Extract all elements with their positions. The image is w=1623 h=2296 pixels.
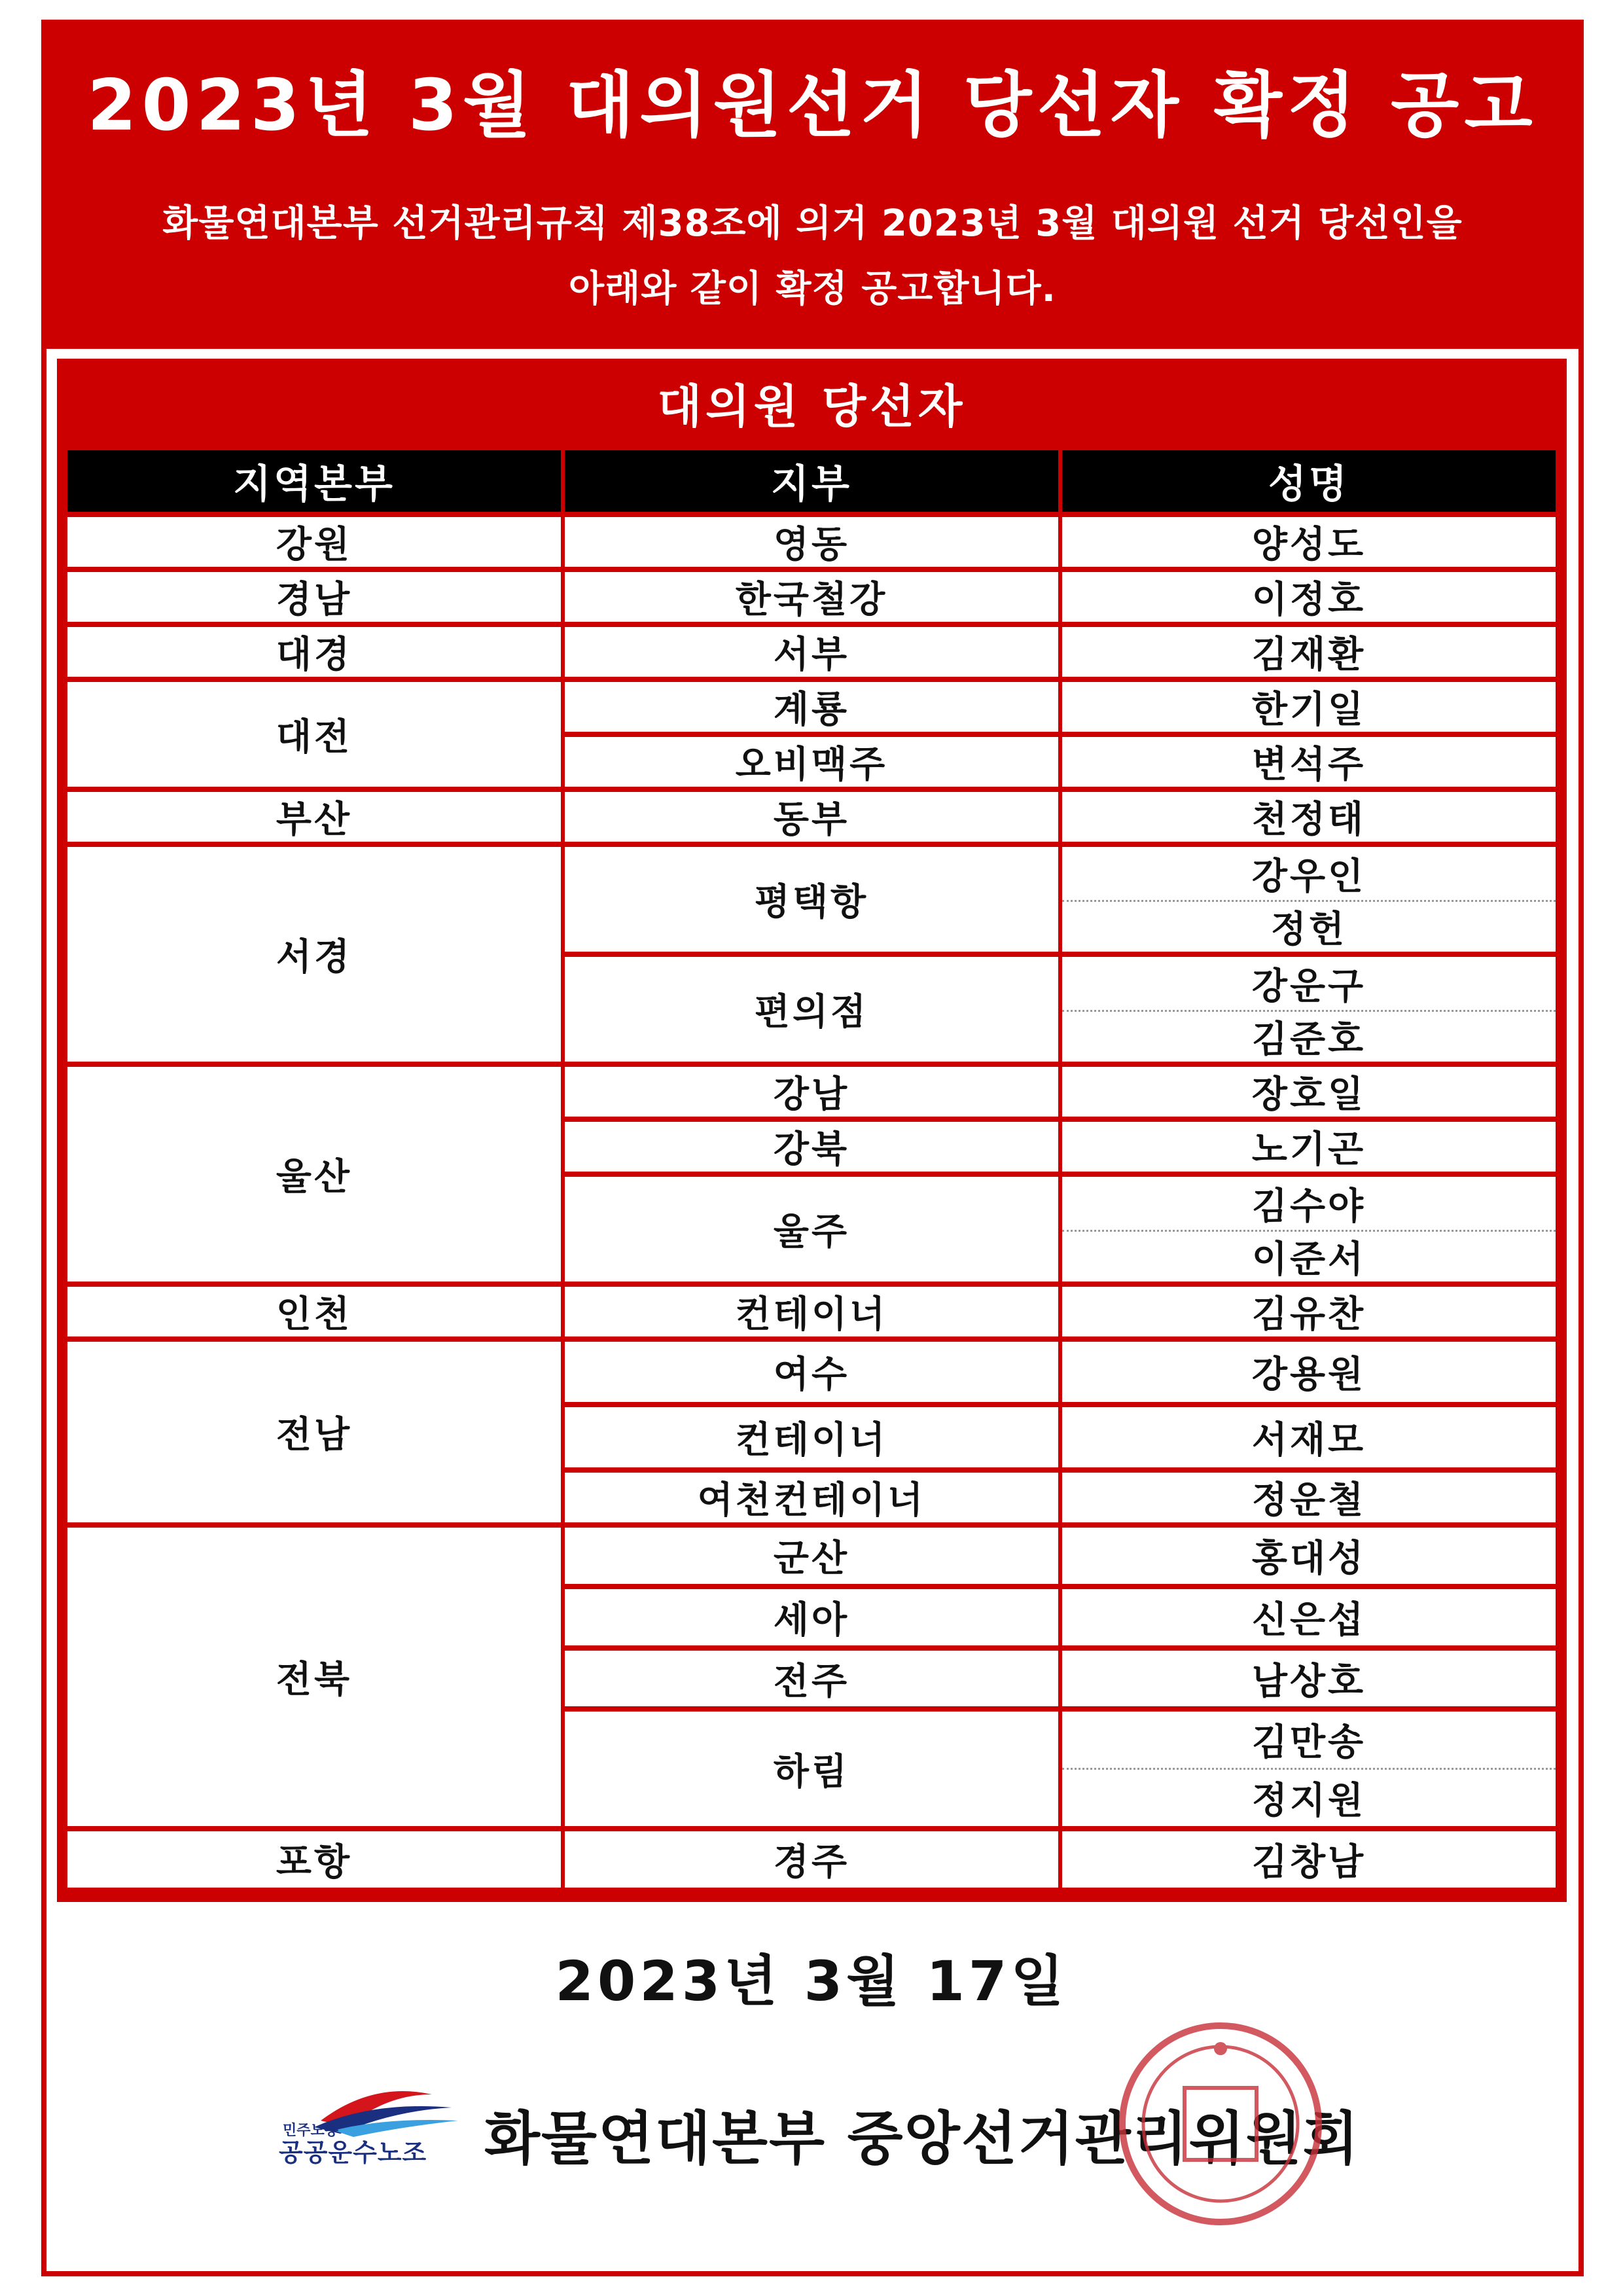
name-cell: 변석주 [1062, 737, 1556, 792]
branch-cell: 동부 [565, 792, 1058, 847]
region-cell: 대전 [67, 682, 561, 792]
intro-line-2: 아래와 같이 확정 공고합니다. [569, 268, 1056, 310]
name-cell: 정지원 [1062, 1770, 1556, 1831]
name-cell: 한기일 [1062, 682, 1556, 737]
branch-cell: 울주 [565, 1177, 1058, 1287]
branch-cell: 여천컨테이너 [565, 1473, 1058, 1528]
column-header-name: 성명 [1062, 450, 1556, 517]
branch-cell: 경주 [565, 1831, 1058, 1893]
branch-cell: 평택항 [565, 847, 1058, 957]
branch-cell: 세아 [565, 1589, 1058, 1651]
organization-name: 화물연대본부 중앙선거관리위원회 [484, 2105, 1360, 2172]
name-cell: 강용원 [1062, 1342, 1556, 1407]
region-cell: 부산 [67, 792, 561, 847]
name-cell: 강운구 [1062, 957, 1556, 1012]
branch-cell: 서부 [565, 627, 1058, 682]
column-header-region: 지역본부 [67, 450, 561, 517]
name-cell: 장호일 [1062, 1067, 1556, 1122]
name-cell: 강우인 [1062, 847, 1556, 902]
region-cell: 포항 [67, 1831, 561, 1893]
branch-cell: 컨테이너 [565, 1407, 1058, 1473]
header-banner [41, 20, 1584, 349]
branch-cell: 계룡 [565, 682, 1058, 737]
region-cell: 울산 [67, 1067, 561, 1287]
region-cell: 대경 [67, 627, 561, 682]
name-cell: 김만송 [1062, 1712, 1556, 1770]
name-cell: 노기곤 [1062, 1122, 1556, 1177]
branch-cell: 군산 [565, 1528, 1058, 1589]
union-logo-text: 공공운수노조 [279, 2138, 427, 2167]
name-cell: 서재모 [1062, 1407, 1556, 1473]
union-logo-small-text: 민주노총 [283, 2123, 339, 2139]
official-seal-icon [1113, 2016, 1329, 2232]
name-cell: 김준호 [1062, 1012, 1556, 1067]
name-cell: 김수야 [1062, 1177, 1556, 1232]
branch-cell: 영동 [565, 517, 1058, 572]
region-cell: 인천 [67, 1287, 561, 1342]
intro-line-1: 화물연대본부 선거관리규칙 제38조에 의거 2023년 3월 대의원 선거 당선인을 [162, 202, 1463, 245]
region-cell: 전북 [67, 1528, 561, 1831]
branch-cell: 전주 [565, 1651, 1058, 1712]
column-header-branch: 지부 [565, 450, 1058, 517]
name-cell: 양성도 [1062, 517, 1556, 572]
name-cell: 정헌 [1062, 902, 1556, 957]
name-cell: 남상호 [1062, 1651, 1556, 1712]
region-cell: 전남 [67, 1342, 561, 1528]
branch-cell: 오비맥주 [565, 737, 1058, 792]
name-cell: 김창남 [1062, 1831, 1556, 1893]
name-cell: 김유찬 [1062, 1287, 1556, 1342]
region-cell: 서경 [67, 847, 561, 1067]
results-table-box [57, 359, 1567, 1902]
name-cell: 천정태 [1062, 792, 1556, 847]
branch-cell: 강남 [565, 1067, 1058, 1122]
name-cell: 정운철 [1062, 1473, 1556, 1528]
page-title: 2023년 3월 대의원선거 당선자 확정 공고 [87, 65, 1538, 147]
results-table [67, 450, 1556, 1893]
announcement-date: 2023년 3월 17일 [555, 1949, 1068, 2013]
branch-cell: 컨테이너 [565, 1287, 1058, 1342]
region-cell: 경남 [67, 572, 561, 627]
union-logo [275, 2075, 471, 2179]
name-cell: 신은섭 [1062, 1589, 1556, 1651]
table-subtitle: 대의원 당선자 [657, 380, 967, 433]
branch-cell: 하림 [565, 1712, 1058, 1831]
branch-cell: 여수 [565, 1342, 1058, 1407]
name-cell: 김재환 [1062, 627, 1556, 682]
branch-cell: 편의점 [565, 957, 1058, 1067]
intro-text [107, 191, 1518, 322]
name-cell: 이정호 [1062, 572, 1556, 627]
branch-cell: 강북 [565, 1122, 1058, 1177]
branch-cell: 한국철강 [565, 572, 1058, 627]
name-cell: 홍대성 [1062, 1528, 1556, 1589]
name-cell: 이준서 [1062, 1232, 1556, 1287]
region-cell: 강원 [67, 517, 561, 572]
